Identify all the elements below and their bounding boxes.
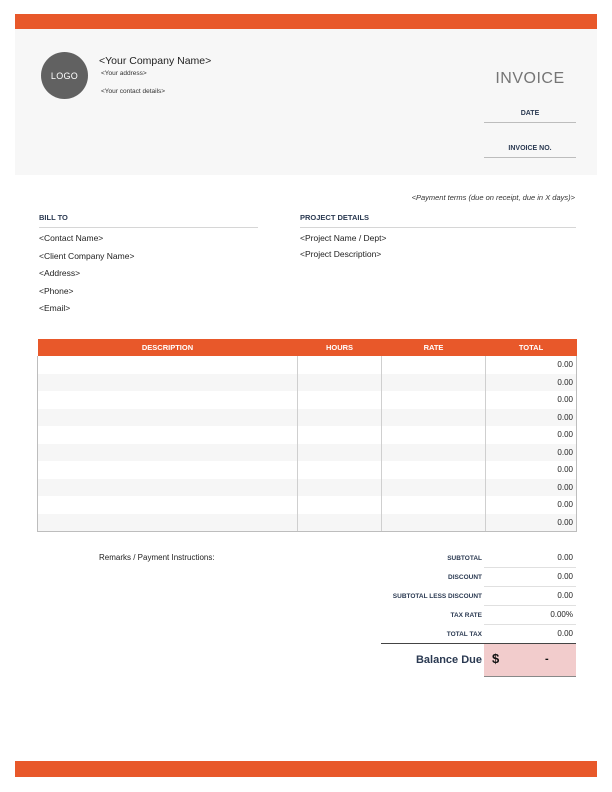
rate-cell[interactable] xyxy=(382,374,486,392)
rate-cell[interactable] xyxy=(382,461,486,479)
bill-to-address: <Address> xyxy=(39,268,81,278)
total-cell[interactable]: 0.00 xyxy=(486,479,577,497)
description-cell[interactable] xyxy=(38,496,298,514)
bill-to-email: <Email> xyxy=(39,303,71,313)
description-cell[interactable] xyxy=(38,444,298,462)
total-tax-label: TOTAL TAX xyxy=(446,631,482,638)
remarks-label: Remarks / Payment Instructions: xyxy=(99,553,215,562)
bill-to-phone: <Phone> xyxy=(39,286,74,296)
rate-cell[interactable] xyxy=(382,391,486,409)
table-row xyxy=(38,426,577,444)
bottom-accent-bar xyxy=(15,761,597,777)
bill-to-company-name: <Client Company Name> xyxy=(39,251,135,261)
logo-text: LOGO xyxy=(50,70,79,81)
total-cell[interactable]: 0.00 xyxy=(486,374,577,392)
total-tax-value: 0.00 xyxy=(557,629,573,638)
hours-cell[interactable] xyxy=(298,479,382,497)
total-cell[interactable]: 0.00 xyxy=(486,461,577,479)
divider xyxy=(484,624,576,625)
description-cell[interactable] xyxy=(38,356,298,374)
top-accent-bar xyxy=(15,14,597,29)
date-field[interactable]: DATE xyxy=(484,110,576,123)
invoice-number-field[interactable]: INVOICE NO. xyxy=(484,145,576,158)
column-header-rate: RATE xyxy=(382,339,486,356)
table-row xyxy=(38,444,577,462)
hours-cell[interactable] xyxy=(298,461,382,479)
total-cell[interactable]: 0.00 xyxy=(486,391,577,409)
total-cell[interactable]: 0.00 xyxy=(486,426,577,444)
hours-cell[interactable] xyxy=(298,409,382,427)
subtotal-value: 0.00 xyxy=(557,553,573,562)
hours-cell[interactable] xyxy=(298,496,382,514)
total-cell[interactable]: 0.00 xyxy=(486,514,577,532)
project-description: <Project Description> xyxy=(300,249,382,259)
rate-cell[interactable] xyxy=(382,356,486,374)
project-name: <Project Name / Dept> xyxy=(300,233,387,243)
company-contact: <Your contact details> xyxy=(101,88,166,95)
company-name: <Your Company Name> xyxy=(99,55,212,67)
hours-cell[interactable] xyxy=(298,514,382,532)
divider xyxy=(484,605,576,606)
tax-rate-value[interactable]: 0.00% xyxy=(550,610,573,619)
hours-cell[interactable] xyxy=(298,391,382,409)
rate-cell[interactable] xyxy=(382,514,486,532)
description-cell[interactable] xyxy=(38,461,298,479)
discount-label: DISCOUNT xyxy=(448,574,482,581)
rate-cell[interactable] xyxy=(382,479,486,497)
description-cell[interactable] xyxy=(38,409,298,427)
discount-value[interactable]: 0.00 xyxy=(557,572,573,581)
rate-cell[interactable] xyxy=(382,426,486,444)
description-cell[interactable] xyxy=(38,391,298,409)
company-logo xyxy=(41,52,88,99)
total-cell[interactable]: 0.00 xyxy=(486,356,577,374)
table-row xyxy=(38,356,577,374)
column-header-description: DESCRIPTION xyxy=(38,339,298,356)
column-header-total: TOTAL xyxy=(486,339,577,356)
table-row xyxy=(38,409,577,427)
line-items-table xyxy=(37,339,577,532)
hours-cell[interactable] xyxy=(298,444,382,462)
currency-symbol: $ xyxy=(492,651,500,666)
hours-cell[interactable] xyxy=(298,356,382,374)
table-row xyxy=(38,374,577,392)
subtotal-label: SUBTOTAL xyxy=(447,555,482,562)
invoice-title: INVOICE xyxy=(495,70,565,87)
balance-due-label: Balance Due xyxy=(415,654,482,666)
description-cell[interactable] xyxy=(38,514,298,532)
table-row xyxy=(38,391,577,409)
column-header-hours: HOURS xyxy=(298,339,382,356)
table-row xyxy=(38,496,577,514)
hours-cell[interactable] xyxy=(298,374,382,392)
table-row xyxy=(38,461,577,479)
total-cell[interactable]: 0.00 xyxy=(486,444,577,462)
total-cell[interactable]: 0.00 xyxy=(486,496,577,514)
subtotal-less-discount-value: 0.00 xyxy=(557,591,573,600)
bill-to-title: BILL TO xyxy=(39,213,258,228)
description-cell[interactable] xyxy=(38,426,298,444)
rate-cell[interactable] xyxy=(382,496,486,514)
description-cell[interactable] xyxy=(38,374,298,392)
project-details-title: PROJECT DETAILS xyxy=(300,213,576,228)
payment-terms: <Payment terms (due on receipt, due in X days)> xyxy=(411,193,575,202)
rate-cell[interactable] xyxy=(382,444,486,462)
bill-to-contact-name: <Contact Name> xyxy=(39,233,104,243)
total-cell[interactable]: 0.00 xyxy=(486,409,577,427)
company-address: <Your address> xyxy=(101,70,147,77)
rate-cell[interactable] xyxy=(382,409,486,427)
tax-rate-label: TAX RATE xyxy=(450,612,482,619)
hours-cell[interactable] xyxy=(298,426,382,444)
subtotal-less-discount-label: SUBTOTAL LESS DISCOUNT xyxy=(392,593,482,600)
table-row xyxy=(38,514,577,532)
table-row xyxy=(38,479,577,497)
description-cell[interactable] xyxy=(38,479,298,497)
divider xyxy=(484,567,576,568)
divider xyxy=(484,586,576,587)
balance-due-value: - xyxy=(545,653,549,665)
table-header-row xyxy=(38,339,577,356)
